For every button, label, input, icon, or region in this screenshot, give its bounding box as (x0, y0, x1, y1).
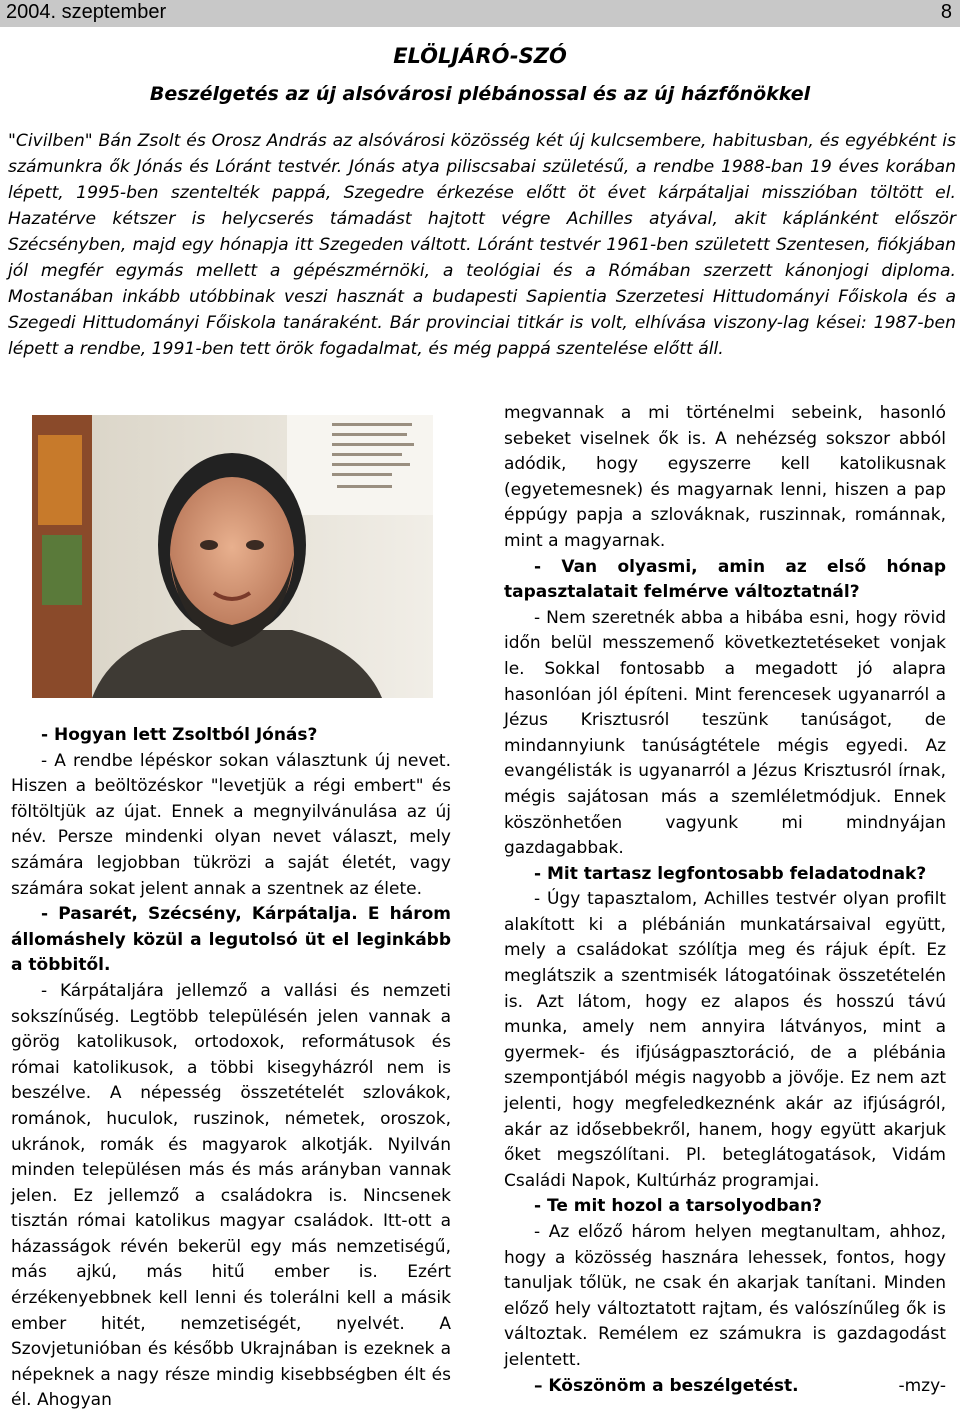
portrait-photo-image (32, 415, 433, 698)
answer-4: - Úgy tapasztalom, Achilles testvér olyan profilt alakított ki a plébánián munkatársaival együtt, mely a családokat szólítja meg és rájuk épít. Ez meglátszik a szentmisék látogatóinak összetételén is. Azt látom, hogy ez alapos és hosszú távú munka, amely nem annyira látványos, mint a gyermek- és ifjúságpasztoráció, de a plébánia szempontjából mégis nagyobb a jövője. Ez nem azt jelenti, hogy megfeledkeznénk akár az ifjúságról, akár az idősebbekről, hanem, hogy együtt akarjuk őket megszólítani. Pl. beteglátogatások, Vidám Családi Napok, Kultúrház programjai. (504, 889, 946, 1191)
question-4: - Mit tartasz legfontosabb feladatodnak? (534, 863, 927, 884)
lead-paragraph: "Civilben" Bán Zsolt és Orosz András az alsóvárosi közösség két új kulcsembere, habitusban, és egyébként is számunkra ők Jónás és Lóránt testvér. Jónás atya piliscsabai születésű, a rendbe 1988-ban 19 éves korában lépett, 1995-ben szentelték pappá, Szegedre érkezése előtt öt évet kárpátaljai misszióban töltött el. Hazatérve kétszer is helycserés támadást hajtott végre Achilles atyával, akit káplánként először Szécsényben, majd egy hónapja itt Szegeden váltott. Lóránt testvér 1961-ben született Szentesen, fiókjában jól megfér egymás mellett a gépészmérnöki, a teológiai és a Rómában szerzett kánonjogi diploma. Mostanában inkább utóbbinak veszi hasznát a budapesti Sapientia Szerzetesi Hittudományi Főiskola és a Szegedi Hittudományi Főiskola tanáraként. Bár provinciai titkár is volt, elhívása viszony-lag kései: 1987-ben lépett a rendbe, 1991-ben tett örök fogadalmat, és még pappá szentelése előtt áll. (8, 131, 956, 359)
question-2: - Pasarét, Szécsény, Kárpátalja. E három állomáshely közül a legutolsó üt el leginkább a többitől. (11, 904, 451, 976)
answer-2: - Kárpátaljára jellemző a vallási és nemzeti sokszínűség. Legtöbb településén jelen vannak a görög katolikusok, ortodoxok, reformátusok és római katolikusok, a többi kisegyházról nem is beszélve. A népesség összetételét szlovákok, románok, huculok, ruszinok, németek, oroszok, ukránok, romák és magyarok alkotják. Nyilván minden településen más és más arányban vannak jelen. Ez jellemző a családokra is. Nincsenek tisztán római katolikus magyar családok. Itt-ott a házasságok révén bekerül egy más nemzetiségű, más ajkú, más hitű ember is. Ezért érzékenyebbnek kell lenni és tolerálni kell a másik ember hitét, nemzetiségét, nyelvét. A Szovjetunióban és később Ukrajnában is ezeknek a népeknek a nagy része mindig kisebbségben élt és él. Ahogyan (11, 980, 451, 1411)
article-subtitle: Beszélgetés az új alsóvárosi plébánossal és az új házfőnökkel (149, 83, 811, 105)
answer-5: - Az előző három helyen megtanultam, ahhoz, hogy a közösség hasznára lehessek, fontos, hogy tanuljak tőlük, ne csak én akarjak tanítani. Minden előző hely változtatott rajtam, és valószínűleg ők is változtak. Remélem ez számukra is gazdagodást jelentett. (504, 1222, 946, 1370)
header-date: 2004. szeptember (6, 1, 167, 23)
portrait-photo (32, 415, 433, 698)
closing-thanks: – Köszönöm a beszélgetést. (534, 1375, 799, 1396)
page-number: 8 (940, 1, 952, 23)
question-3: - Van olyasmi, amin az első hónap tapasztalatait felmérve változtatnál? (504, 556, 946, 603)
author-signature: -mzy- (898, 1375, 946, 1396)
answer-2-continued: megvannak a mi történelmi sebeink, hasonló sebeket viselnek ők is. A nehézség sokszor abból adódik, hogy egyszerre kell katolikusnak (egyetemesnek) és magyarnak lenni, hiszen a pap éppúgy papja a szlováknak, ruszinnak, románnak, mint a magyarnak. (504, 403, 946, 551)
page-header (0, 0, 960, 27)
answer-1: - A rendbe lépéskor sokan választunk új nevet. Hiszen a beöltözéskor "levetjük a régi embert" és föltöltjük az újat. Ennek a megnyilvánulása az új név. Persze mindenki olyan nevet választ, mely számára legjobban tükrözi a saját életét, vagy számára sokat jelent annak a szentnek az élete. (11, 750, 451, 899)
right-column (504, 401, 946, 1399)
left-column (11, 723, 451, 1414)
question-5: - Te mit hozol a tarsolyodban? (534, 1196, 822, 1217)
section-title: ELÖLJÁRÓ-SZÓ (393, 44, 567, 68)
closing-line (504, 1374, 946, 1400)
question-1: - Hogyan lett Zsoltból Jónás? (41, 725, 318, 745)
answer-3: - Nem szeretnék abba a hibába esni, hogy rövid időn belül messzemenő következtetéseket vonjak le. Sokkal fontosabb a megadott jó alapra hasonlóan jól építeni. Mint ferencesek ugyanarról a Jézus Krisztusról teszünk tanúságot, de mindannyiunk tanúságtétele mégis egyedi. Az evangélisták is ugyanarról a Jézus Krisztusról írnak, mégis sajátosan más a szemléletmódjuk. Ennek köszönhetően vagyunk mi mindnyájan gazdagabbak. (504, 607, 946, 859)
